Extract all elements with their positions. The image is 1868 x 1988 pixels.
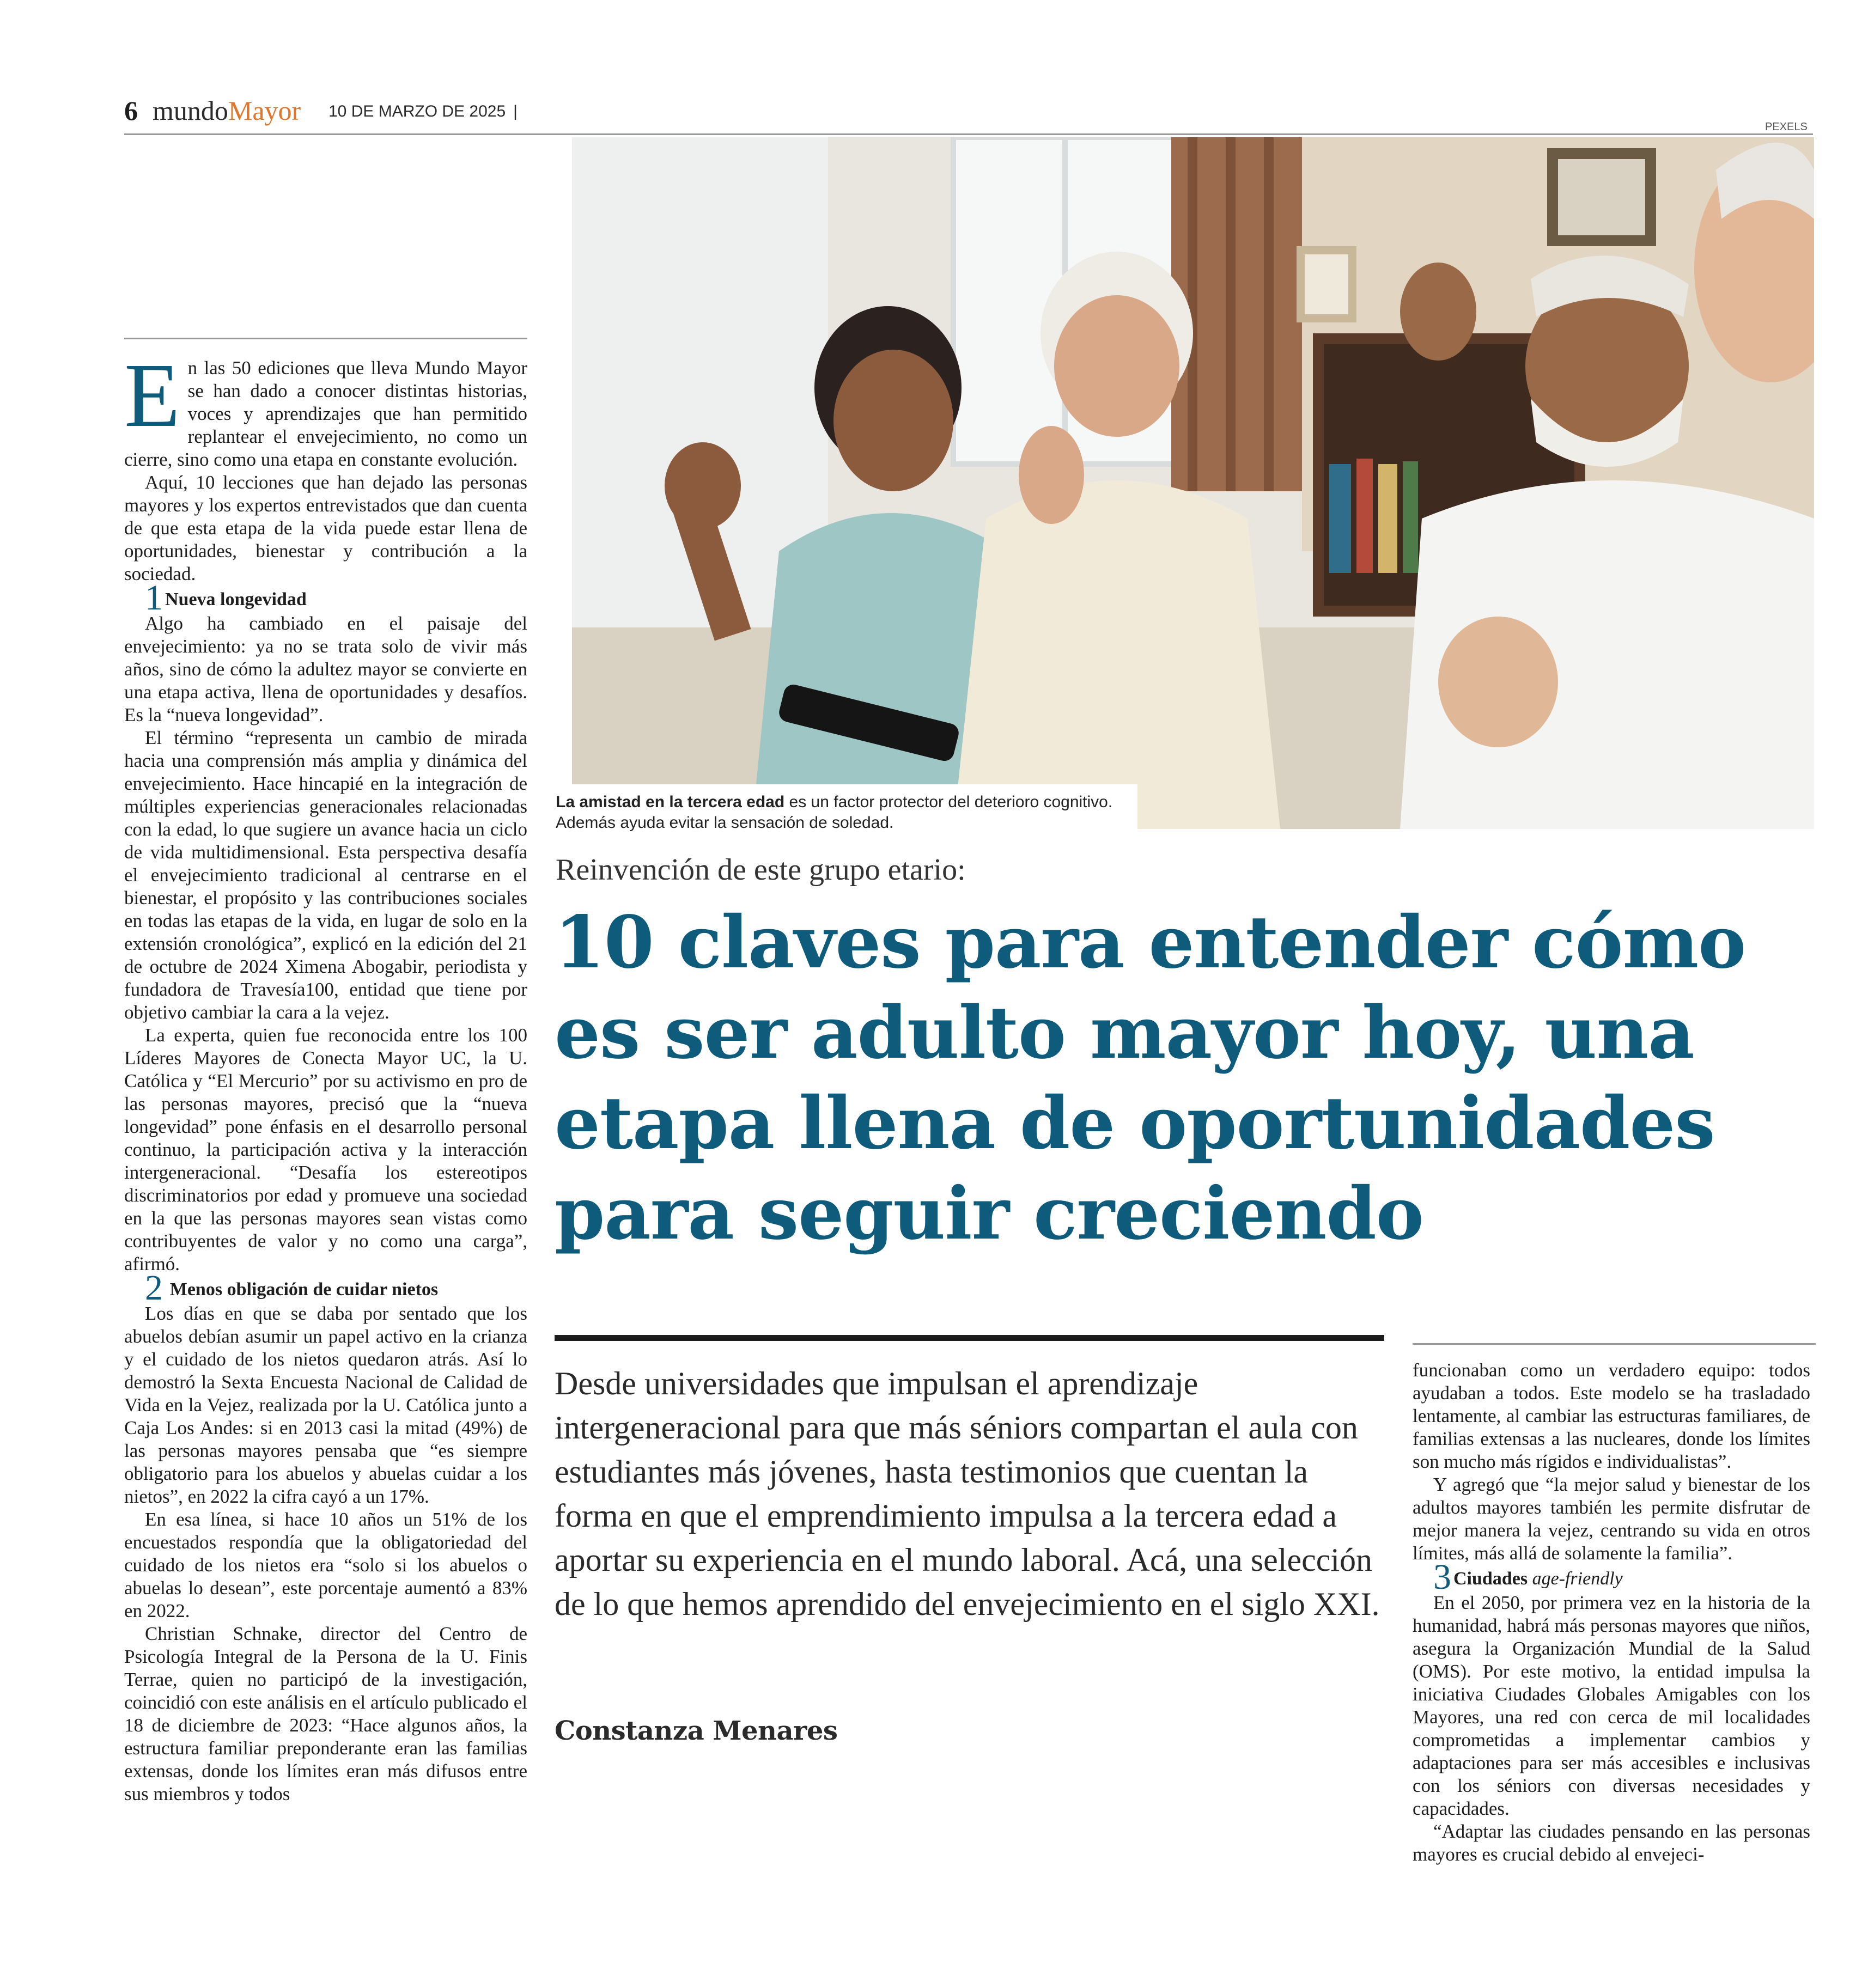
body-column-right [1413, 1359, 1810, 1866]
section-title: Menos obligación de cuidar nietos [169, 1279, 439, 1300]
page-number: 6 [124, 95, 138, 126]
photo-caption [550, 784, 1137, 839]
date-separator: | [513, 102, 518, 120]
section-title [1453, 1569, 1623, 1589]
issue-date-text: 10 DE MARZO DE 2025 [328, 102, 506, 120]
body-paragraph: “Adaptar las ciudades pensando en las personas mayores es crucial debido al envejeci- [1413, 1821, 1810, 1865]
photo-caption-text: es un factor protector del deterioro cognitivo. Además ayuda evitar la sensación de soledad. [556, 793, 1113, 832]
drop-cap: E [124, 345, 180, 446]
body-paragraph: Christian Schnake, director del Centro de Psicología Integral de la Persona de la U. Finis Terrae, quien no participó de la investigación, coincidió con este análisis en el artículo publicado el 18 de diciembre de 2023: “Hace algunos años, la estructura familiar preponderante eran las familias extensas, donde los límites eran más difusos entre sus miembros y todos [124, 1623, 527, 1804]
body-paragraph: En esa línea, si hace 10 años un 51% de los encuestados respondía que la obligatoriedad del cuidado de los nietos era “solo si los abuelos o abuelas lo desean”, este porcentaje aumentó a 83% en 2022. [124, 1509, 527, 1621]
section-title-italic: age-friendly [1532, 1569, 1623, 1589]
brand-logo-part2: Mayor [228, 95, 301, 126]
body-paragraph: Y agregó que “la mejor salud y bienestar de los adultos mayores también les permite disfrutar de mejor manera la vejez, centrando su vida en otros límites, más allá de solamente la familia”. [1413, 1474, 1810, 1564]
section-number: 3 [1433, 1557, 1451, 1597]
section-heading-1 [124, 578, 527, 618]
body-paragraph: Algo ha cambiado en el paisaje del envejecimiento: ya no se trata solo de vivir más años, sino de cómo la adultez mayor se convierte en una etapa activa, llena de oportunidades y desafíos. Es la “nueva longevidad”. [124, 613, 527, 725]
intro-paragraph-text: n las 50 ediciones que lleva Mundo Mayor se han dado a conocer distintas historias, voces y aprendizajes que han permitido replantear el envejecimiento, no como un cierre, sino como una etapa en constante evolución. [124, 357, 527, 470]
section-title-text: Ciudades [1453, 1569, 1528, 1589]
column-rule-right [1413, 1343, 1816, 1345]
masthead-rule [124, 133, 1813, 135]
headline-rule [555, 1335, 1384, 1341]
intro-paragraph [124, 345, 527, 471]
issue-date [328, 98, 518, 125]
body-paragraph: La experta, quien fue reconocida entre los 100 Líderes Mayores de Conecta Mayor UC, la U. Católica y “El Mercurio” por su activismo en pro de las personas mayores, precisó que la “nueva longevidad” pone énfasis en el desarrollo personal continuo, la participación activa y la interacción intergeneracional. “Desafía los estereotipos discriminatorios por edad y promueve una sociedad en la que las personas mayores sean vistas como contribuyentes de valor y no como una carga”, afirmó. [124, 1025, 527, 1274]
body-paragraph: El término “representa un cambio de mirada hacia una comprensión más amplia y dinámica del envejecimiento. Hace hincapié en la integración de múltiples experiencias generacionales relacionadas con la edad, lo que sugiere un avance hacia un ciclo de vida multidimensional. Esta perspectiva desafía el envejecimiento tradicional al centrarse en el bienestar, el propósito y las contribuciones sociales en todas las etapas de la vida, en lugar de solo en la extensión cronológica”, explicó en la edición del 21 de octubre de 2024 Ximena Abogabir, periodista y fundadora de Travesía100, entidad que tiene por objetivo cambiar la cara a la vejez. [124, 727, 527, 1023]
dek: Desde universidades que impulsan el aprendizaje intergeneracional para que más séniors compartan el aula con estudiantes más jóvenes, hasta testimonios que cuentan la forma en que el emprendimiento impulsa a la tercera edad a aportar su experiencia en el mundo laboral. Acá, una selección de lo que hemos aprendido del envejecimiento en el siglo XXI. [555, 1365, 1380, 1622]
section-heading-3 [1413, 1557, 1810, 1597]
brand-logo-part1: mundo [153, 95, 228, 126]
headline: 10 claves para entender cómo es ser adulto mayor hoy, una etapa llena de oportunidades para seguir creciendo [555, 900, 1746, 1256]
brand-logo [153, 92, 301, 130]
body-paragraph: Aquí, 10 lecciones que han dejado las personas mayores y los expertos entrevistados que dan cuenta de que esta etapa de la vida puede estar llena de oportunidades, bienestar y contribución a la sociedad. [124, 472, 527, 584]
column-rule-left [124, 338, 527, 339]
photo-credit: PEXELS [1765, 121, 1808, 133]
photo-caption-bold: La amistad en la tercera edad [556, 793, 785, 811]
body-column-left [124, 345, 527, 1806]
section-number: 2 [145, 1268, 163, 1308]
kicker: Reinvención de este grupo etario: [556, 853, 966, 887]
section-heading-2 [124, 1268, 527, 1308]
body-paragraph: Los días en que se daba por sentado que los abuelos debían asumir un papel activo en la crianza y el cuidado de los nietos quedaron atrás. Así lo demostró la Sexta Encuesta Nacional de Calidad de Vida en la Vejez, realizada por la U. Católica junto a Caja Los Andes: si en 2013 casi la mitad (49%) de las personas mayores pensaba que “es siempre obligatorio para los abuelos y abuelas cuidar a los nietos”, en 2022 la cifra cayó a un 17%. [124, 1303, 527, 1507]
lead-photo [572, 137, 1814, 829]
section-title: Nueva longevidad [165, 589, 307, 609]
lead-photo-illustration [572, 137, 1814, 829]
byline: Constanza Menares [555, 1716, 838, 1746]
section-number: 1 [145, 578, 163, 618]
body-paragraph: En el 2050, por primera vez en la historia de la humanidad, habrá más personas mayores que niños, asegura la Organización Mundial de la Salud (OMS). Por este motivo, la entidad impulsa la iniciativa Ciudades Globales Amigables con los Mayores, una red con cerca de mil localidades comprometidas a implementar cambios y adaptaciones para ser más accesibles e inclusivas con los séniors con diversas necesidades y capacidades. [1413, 1592, 1810, 1819]
body-paragraph: funcionaban como un verdadero equipo: todos ayudaban a todos. Este modelo se ha trasladado lentamente, al cambiar las estructuras familiares, de familias extensas a las nucleares, donde los límites son mucho más rígidos e individualistas”. [1413, 1359, 1810, 1472]
